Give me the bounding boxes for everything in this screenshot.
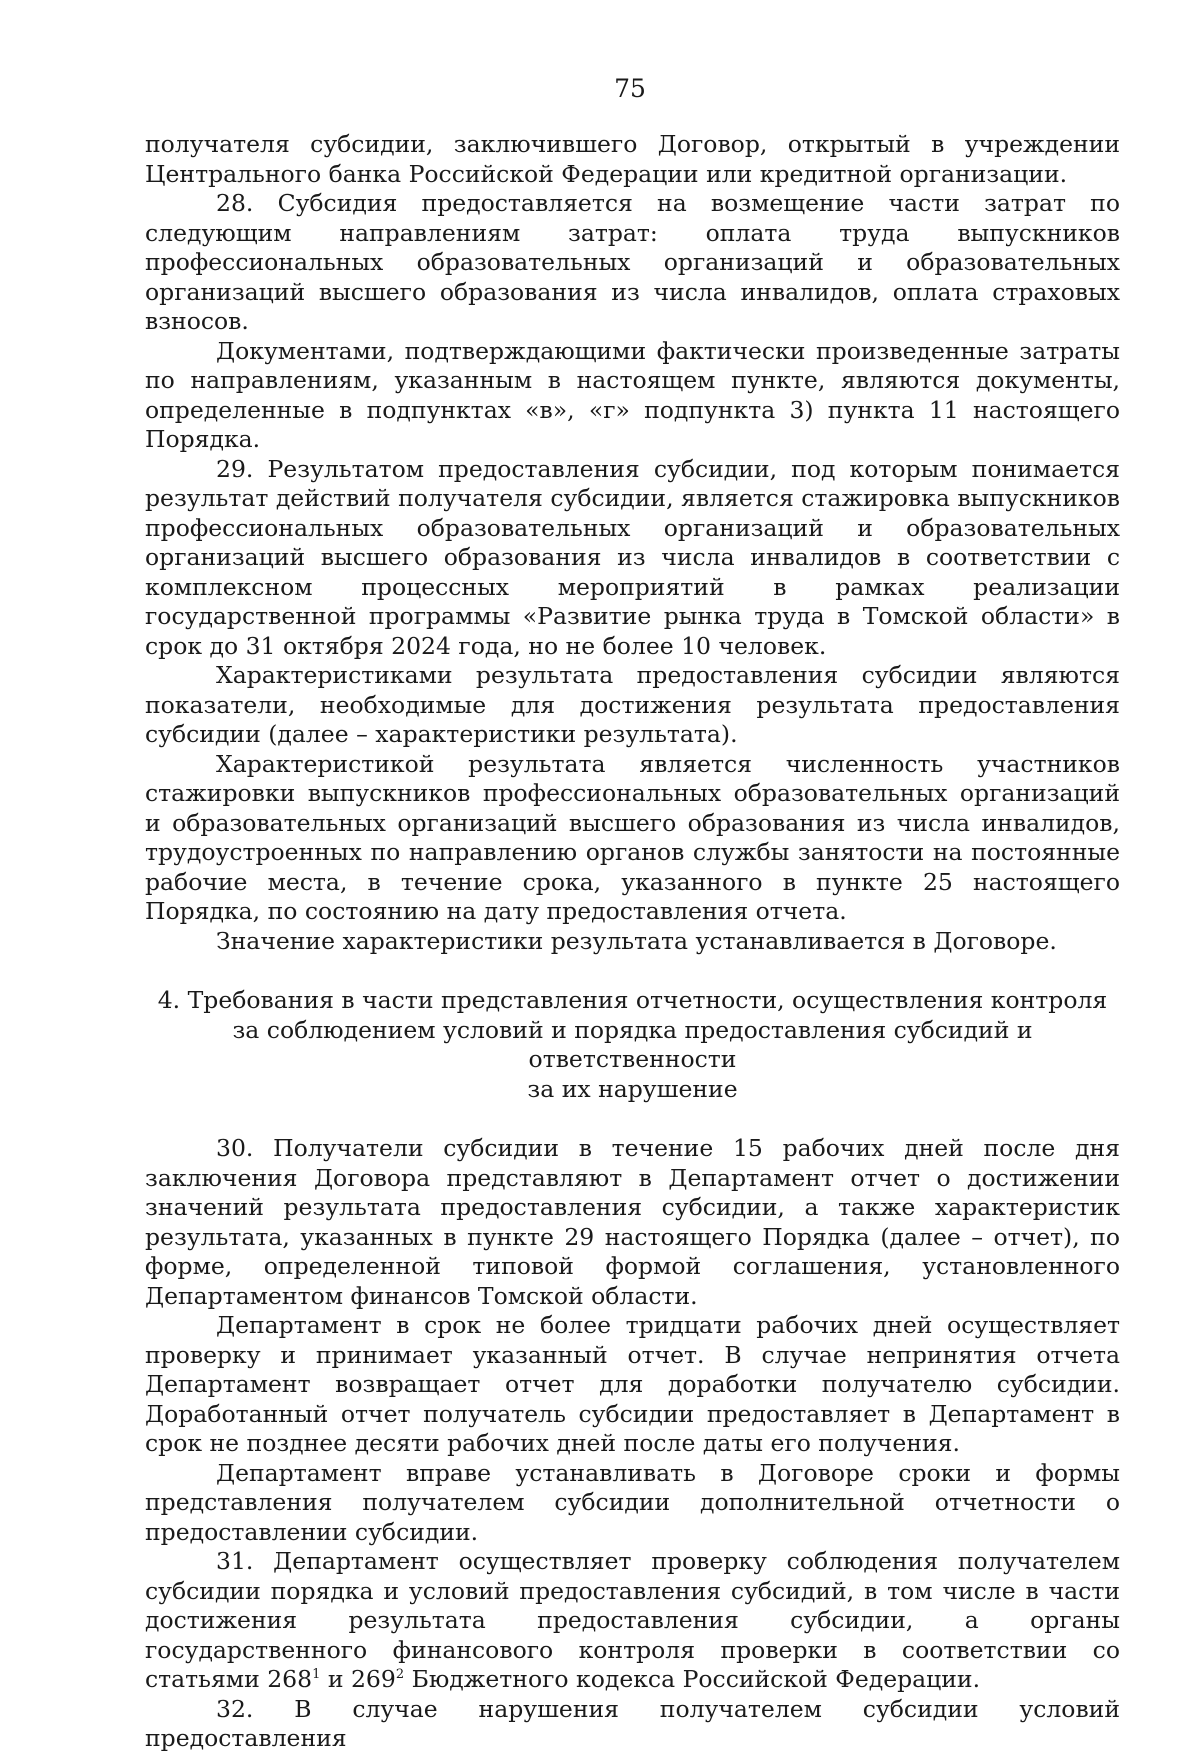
paragraph: Документами, подтверждающими фактически произведенные затраты по направлениям, указанным в настоящем пункте, являются документы, определенные в подпунктах «в», «г» подпункта 3) пункта 11 настоящего Порядка. bbox=[145, 336, 1120, 453]
paragraph: Департамент вправе устанавливать в Договоре сроки и формы представления получателем субсидии дополнительной отчетности о предоставлении субсидии. bbox=[145, 1458, 1120, 1546]
paragraph: Значение характеристики результата устанавливается в Договоре. bbox=[216, 926, 1057, 955]
superscript: 2 bbox=[395, 1667, 405, 1683]
section-heading-line: за их нарушение bbox=[527, 1074, 738, 1103]
paragraph: 29. Результатом предоставления субсидии, под которым понимается результат действий получателя субсидии, является стажировка выпускников профессиональных образовательных организаций и образовательных организаций высшего образования из числа инвалидов в соответствии с комплексном процессных мероприятий в рамках реализации государственной программы «Развитие рынка труда в Томской области» в срок до 31 октября 2024 года, но не более 10 человек. bbox=[145, 454, 1120, 660]
paragraphs-bottom bbox=[145, 1134, 1120, 1547]
paragraph: Характеристикой результата является численность участников стажировки выпускников профессиональных образовательных организаций и образовательных организаций высшего образования из числа инвалидов, трудоустроенных по направлению органов службы занятости на постоянные рабочие места, в течение срока, указанного в пункте 25 настоящего Порядка, по состоянию на дату предоставления отчета. bbox=[145, 749, 1120, 925]
paragraph-32: 32. В случае нарушения получателем субсидии условий предоставления bbox=[145, 1694, 1120, 1752]
superscript: 1 bbox=[312, 1667, 321, 1683]
section-heading-line: за соблюдением условий и порядка предоставления субсидий и ответственности bbox=[232, 1015, 1033, 1073]
paragraph: Характеристиками результата предоставления субсидии являются показатели, необходимые для достижения результата предоставления субсидии (далее – характеристики результата). bbox=[145, 661, 1120, 748]
document-body bbox=[145, 130, 1120, 1754]
section-heading-line: 4. Требования в части представления отчетности, осуществления контроля bbox=[157, 986, 1108, 1014]
section-heading bbox=[145, 986, 1120, 1104]
paragraph: Департамент в срок не более тридцати рабочих дней осуществляет проверку и принимает указанный отчет. В случае непринятия отчета Департамент возвращает отчет для доработки получателю субсидии. Доработанный отчет получатель субсидии предоставляет в Департамент в срок не позднее десяти рабочих дней после даты его получения. bbox=[145, 1311, 1120, 1457]
paragraphs-top bbox=[145, 130, 1120, 956]
paragraph: 30. Получатели субсидии в течение 15 рабочих дней после дня заключения Договора представляют в Департамент отчет о достижении значений результата предоставления субсидии, а также характеристик результата, указанных в пункте 29 настоящего Порядка (далее – отчет), по форме, определенной типовой формой соглашения, установленного Департаментом финансов Томской области. bbox=[145, 1134, 1120, 1310]
paragraph-31 bbox=[145, 1547, 1120, 1695]
paragraph-31-text: 31. Департамент осуществляет проверку соблюдения получателем субсидии порядка и условий предоставления субсидий, в том числе в части достижения результата предоставления субсидии, а органы государственного финансового контроля проверки в соответствии со статьями 268 bbox=[145, 1547, 1120, 1693]
paragraph: 28. Субсидия предоставляется на возмещение части затрат по следующим направлениям затрат: оплата труда выпускников профессиональных образовательных организаций и образовательных организаций высшего образования из числа инвалидов, оплата страховых взносов. bbox=[145, 189, 1120, 335]
paragraph: получателя субсидии, заключившего Договор, открытый в учреждении Центрального банка Российской Федерации или кредитной организации. bbox=[145, 130, 1120, 188]
page-number: 75 bbox=[614, 74, 646, 103]
paragraph-31-text: и 269 bbox=[320, 1665, 396, 1693]
paragraph-31-text: Бюджетного кодекса Российской Федерации. bbox=[404, 1665, 981, 1693]
